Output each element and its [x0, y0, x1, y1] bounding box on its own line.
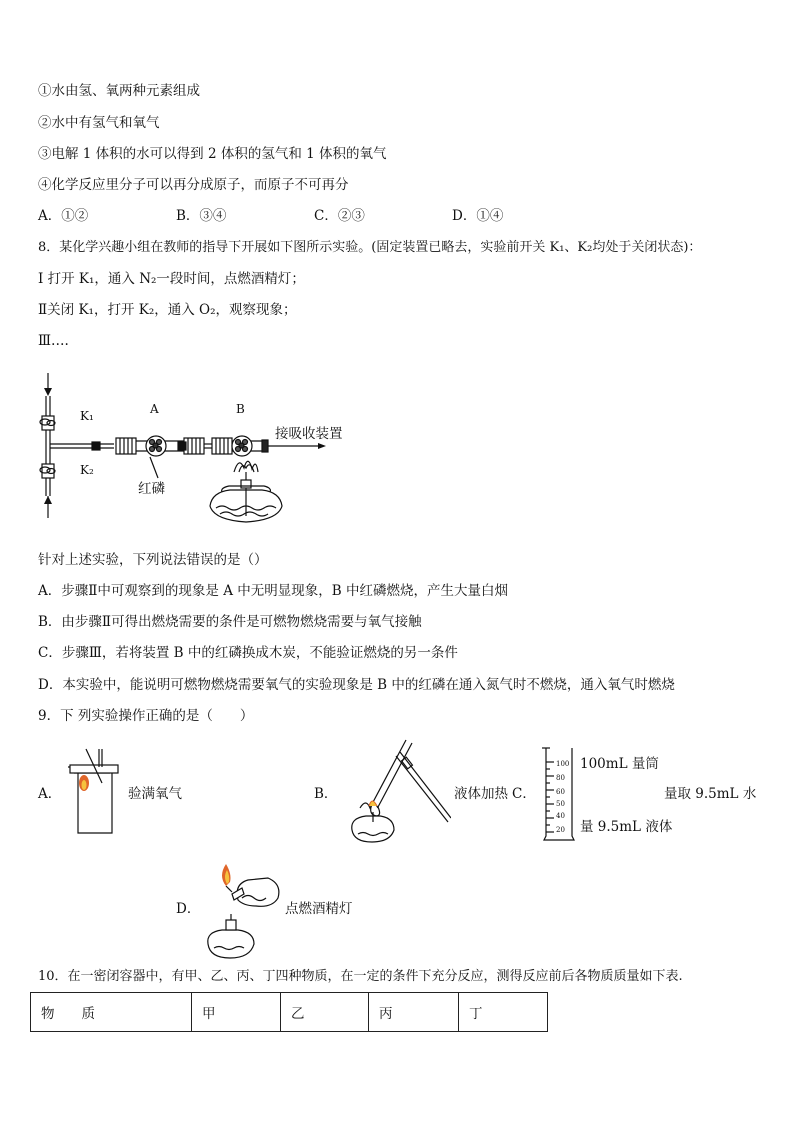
q9-d-alcohol-lamps-figure	[198, 862, 284, 962]
cyl-tick-50: 50	[556, 800, 565, 808]
q8-option-c[interactable]: C．步骤Ⅲ，若将装置 B 中的红磷换成木炭，不能验证燃烧的另一条件	[38, 645, 458, 661]
q8-label-absorb: 接吸收装置	[275, 426, 343, 442]
q9-d-text: 点燃酒精灯	[285, 901, 353, 917]
q7-statement-1: ①水由氢、氧两种元素组成	[38, 83, 200, 99]
q8-step-1: I 打开 K₁，通入 N₂一段时间，点燃酒精灯；	[38, 271, 305, 287]
q7-statement-3: ③电解 1 体积的水可以得到 2 体积的氢气和 1 体积的氧气	[38, 146, 387, 162]
q10-table	[30, 992, 548, 1032]
q7-statement-4: ④化学反应里分子可以再分成原子，而原子不可再分	[38, 177, 349, 193]
table-header-substance: 物 质	[31, 993, 192, 1032]
table-row	[31, 993, 548, 1032]
q8-label-k1: K₁	[80, 409, 94, 423]
q9-option-a-letter[interactable]: A．	[38, 786, 62, 802]
q8-step-2: Ⅱ关闭 K₁，打开 K₂，通入 O₂，观察现象；	[38, 302, 297, 318]
q8-label-b: B	[236, 402, 245, 416]
q8-label-a: A	[150, 402, 159, 416]
q9-stem: 9．下 列实验操作正确的是（ ）	[38, 708, 254, 724]
q8-option-a[interactable]: A．步骤Ⅱ中可观察到的现象是 A 中无明显现象，B 中红磷燃烧，产生大量白烟	[38, 583, 508, 599]
cyl-tick-100: 100	[556, 760, 570, 768]
q10-stem: 10．在一密闭容器中，有甲、乙、丙、丁四种物质，在一定的条件下充分反应，测得反应前后各物质质量如下表.	[38, 969, 683, 984]
q8-question: 针对上述实验，下列说法错误的是（）	[38, 552, 268, 568]
q9-c-text-2: 量 9.5mL 液体	[580, 819, 673, 835]
q9-b-heating-figure	[336, 738, 451, 850]
q8-label-k2: K₂	[80, 463, 94, 477]
q9-c-text-1: 量取 9.5mL 水	[664, 786, 757, 802]
q8-option-d[interactable]: D．本实验中，能说明可燃物燃烧需要氧气的实验现象是 B 中的红磷在通入氮气时不燃烧，通入氧气时燃烧	[38, 677, 675, 693]
cyl-tick-60: 60	[556, 788, 565, 796]
q8-label-red-phosphorus: 红磷	[138, 481, 165, 497]
q9-option-b-letter[interactable]: B．	[314, 786, 338, 802]
q7-option-d[interactable]: D．①④	[452, 208, 504, 224]
cyl-tick-40: 40	[556, 812, 565, 820]
q9-a-text: 验满氧气	[128, 786, 182, 802]
q8-apparatus-figure	[34, 368, 374, 528]
q9-option-c-letter[interactable]: C．	[512, 786, 536, 802]
table-header-ding: 丁	[459, 993, 548, 1032]
cyl-tick-20: 20	[556, 826, 565, 834]
q8-stem: 8．某化学兴趣小组在教师的指导下开展如下图所示实验。(固定装置已略去，实验前开关 K₁、K₂均处于关闭状态)：	[38, 240, 702, 255]
table-header-yi: 乙	[281, 993, 369, 1032]
q7-option-c[interactable]: C．②③	[314, 208, 365, 224]
table-header-jia: 甲	[192, 993, 281, 1032]
q9-a-gas-bottle-figure	[66, 745, 126, 840]
q8-option-b[interactable]: B．由步骤Ⅱ可得出燃烧需要的条件是可燃物燃烧需要与氧气接触	[38, 614, 422, 630]
table-header-bing: 丙	[369, 993, 459, 1032]
q9-c-cylinder-label: 100mL 量筒	[580, 756, 659, 772]
cyl-tick-80: 80	[556, 774, 565, 782]
q9-b-text: 液体加热	[454, 786, 508, 802]
q7-option-b[interactable]: B．③④	[176, 208, 227, 224]
q7-statement-2: ②水中有氢气和氧气	[38, 115, 160, 131]
q9-option-d-letter[interactable]: D．	[176, 901, 201, 917]
q8-step-3: Ⅲ….	[38, 333, 69, 349]
q7-option-a[interactable]: A．①②	[38, 208, 89, 224]
